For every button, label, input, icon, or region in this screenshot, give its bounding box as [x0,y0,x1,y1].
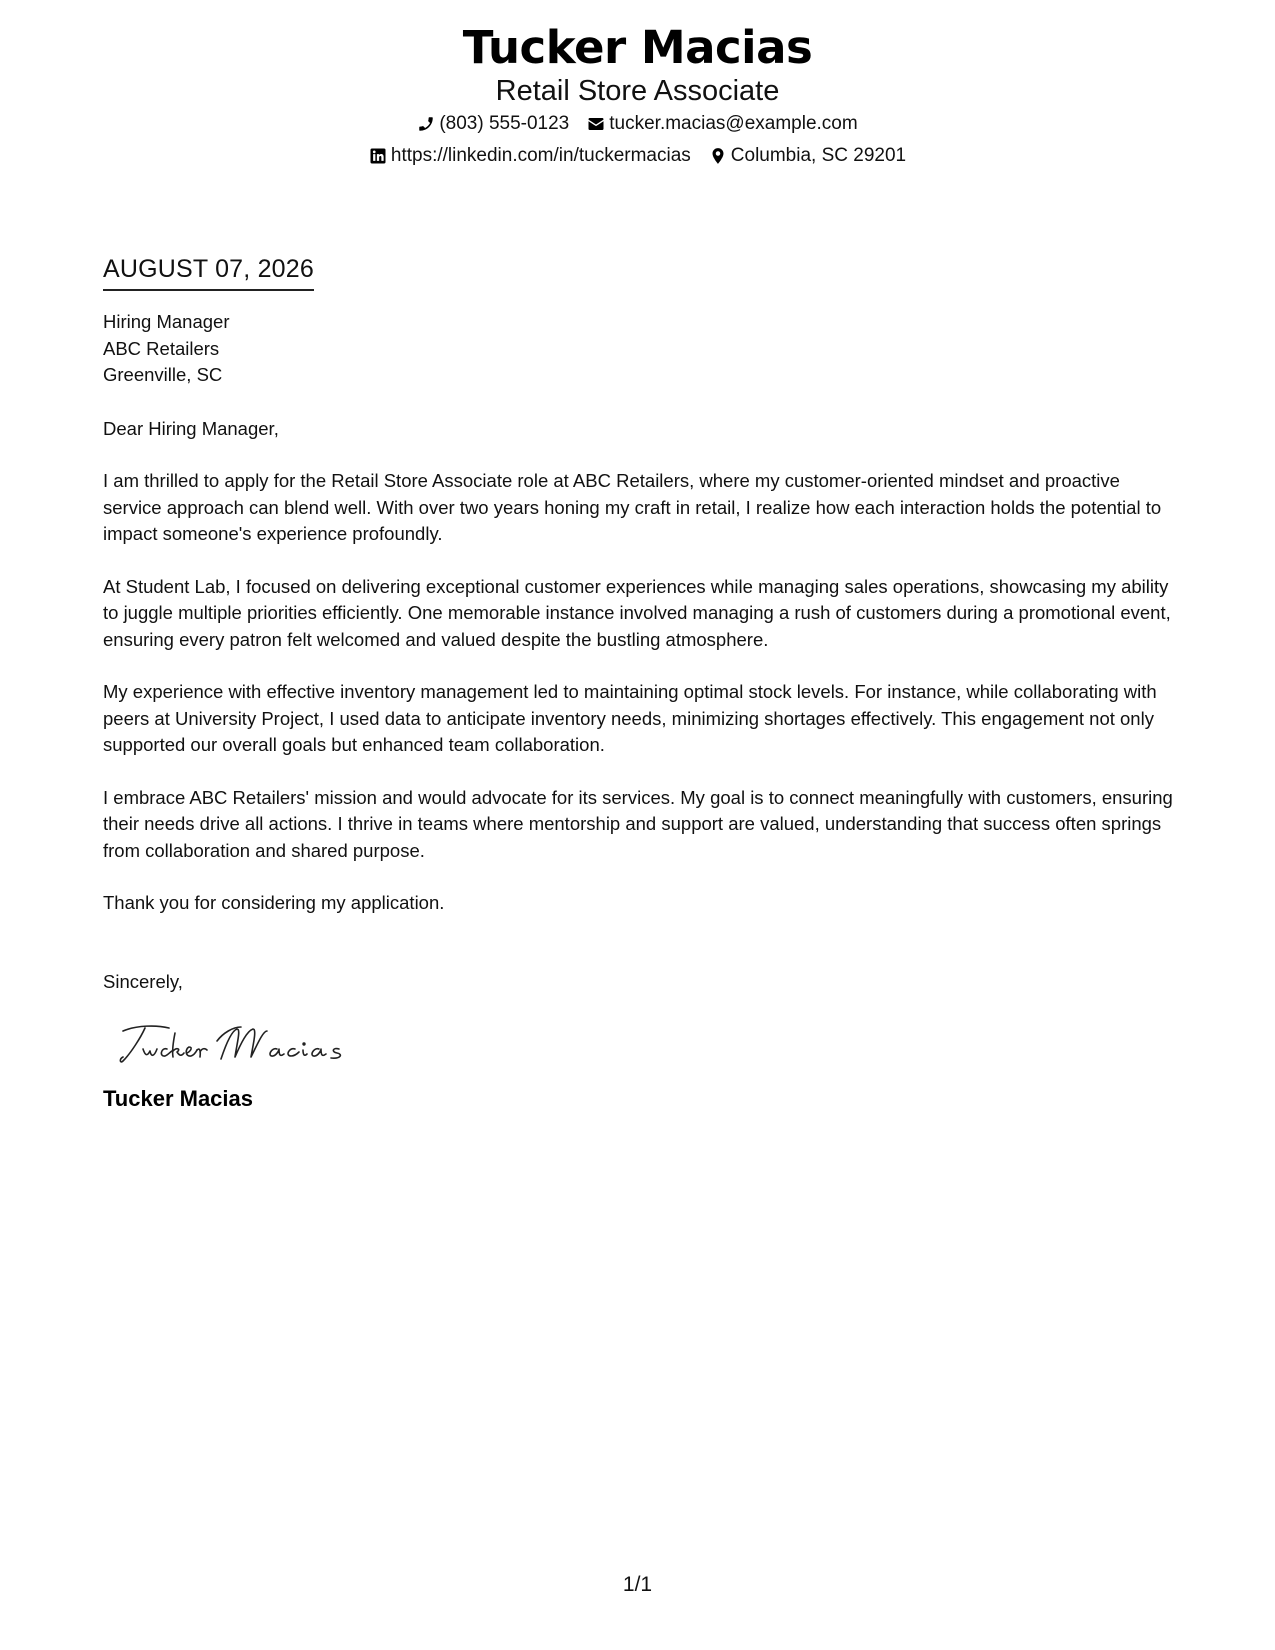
email-text[interactable]: tucker.macias@example.com [609,113,858,134]
body-paragraph: I am thrilled to apply for the Retail Store Associate role at ABC Retailers, where my customer-oriented mindset and proactive service approach can blend well. With over two years honing my craft in retail, I realize how each interaction holds the potential to impact someone's experience profoundly. [103,470,1162,544]
recipient-line: Greenville, SC [103,364,223,385]
location-text: Columbia, SC 29201 [730,145,907,166]
letter-body [103,255,1173,1113]
signoff: Sincerely, [103,970,183,992]
letter-date: AUGUST 07, 2026 [103,255,314,283]
phone-text: (803) 555-0123 [439,113,570,134]
contact-linkedin[interactable] [369,144,691,168]
contact-row-primary [0,112,1275,136]
envelope-icon [587,115,605,133]
contact-location [709,144,906,168]
phone-icon [417,115,435,133]
applicant-title: Retail Store Associate [495,75,780,107]
signed-name: Tucker Macias [103,1086,254,1111]
body-paragraph: My experience with effective inventory management led to maintaining optimal stock levels. For instance, while collaborating with peers at University Project, I used data to anticipate inventory needs, minimizing shortages effectively. This engagement not only supported our overall goals but enhanced team collaboration. [103,681,1157,755]
recipient-line: Hiring Manager [103,311,230,332]
linkedin-text[interactable]: https://linkedin.com/in/tuckermacias [390,145,691,166]
linkedin-icon [369,147,387,165]
applicant-name: Tucker Macias [462,21,813,74]
page-number: 1/1 [622,1573,653,1596]
salutation: Dear Hiring Manager, [103,417,279,439]
body-paragraph: At Student Lab, I focused on delivering exceptional customer experiences while managing sales operations, showcasing my ability to juggle multiple priorities efficiently. One memorable instance involved managing a rush of customers during a promotional event, ensuring every patron felt welcomed and valued despite the bustling atmosphere. [103,575,1171,650]
contact-phone [417,112,569,136]
date-underline [103,255,314,291]
map-marker-icon [709,147,727,165]
letter-header [0,22,1275,168]
recipient-line: ABC Retailers [103,337,220,359]
closing-line: Thank you for considering my application. [103,892,445,913]
body-paragraph: I embrace ABC Retailers' mission and would advocate for its services. My goal is to connect meaningfully with customers, ensuring their needs drive all actions. I thrive in teams where mentorship and support are valued, understanding that success often springs from collaboration and shared purpose. [103,786,1173,861]
handwritten-signature [117,1019,357,1069]
contact-email[interactable] [587,112,857,136]
contact-row-secondary [0,144,1275,168]
recipient-block [103,309,1173,389]
